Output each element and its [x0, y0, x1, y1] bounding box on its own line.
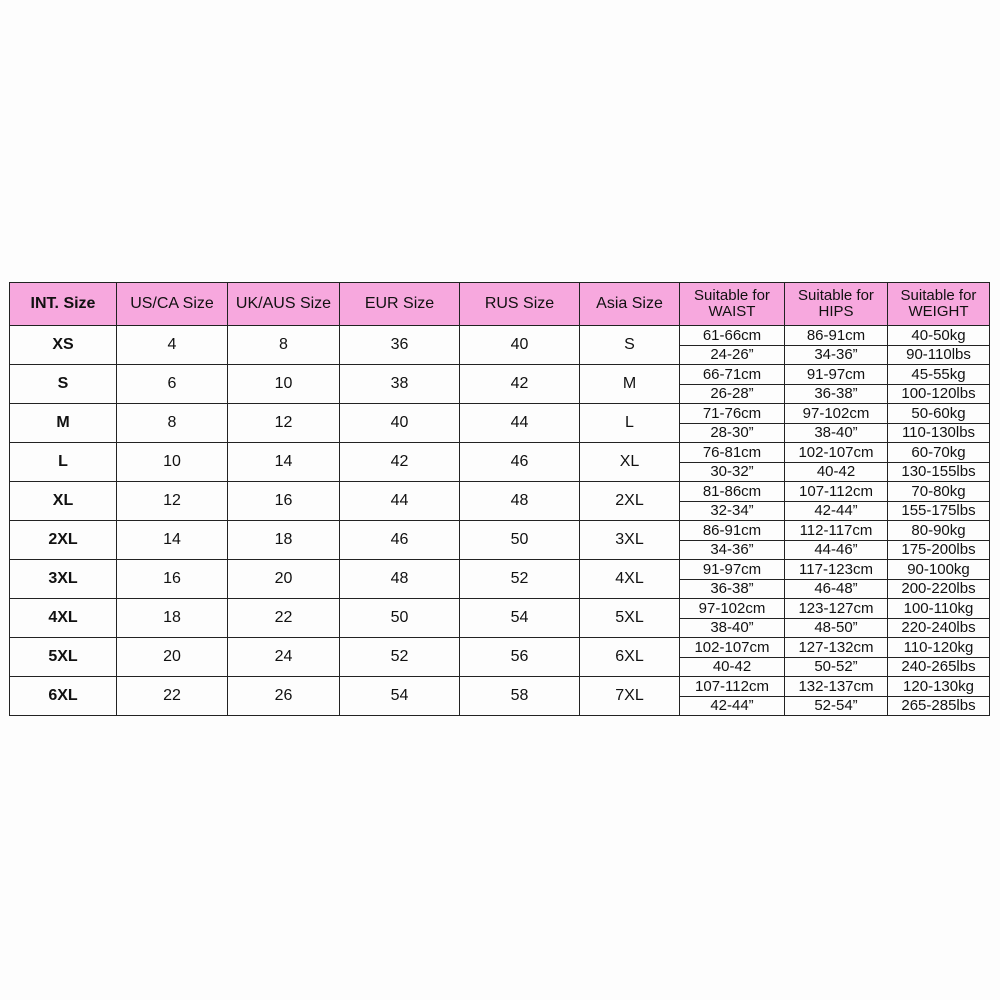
cell-eur-size: 50 — [340, 599, 460, 638]
cell-weight-imperial: 265-285lbs — [888, 696, 990, 716]
cell-hips-metric: 112-117cm — [785, 521, 888, 541]
cell-waist-imperial: 40-42 — [680, 657, 785, 677]
table-row — [10, 443, 990, 463]
table-row — [10, 482, 990, 502]
size-chart-table — [9, 282, 990, 716]
header-hips-line2: HIPS — [818, 303, 854, 320]
cell-hips-imperial: 36-38” — [785, 384, 888, 404]
cell-weight-metric: 100-110kg — [888, 599, 990, 619]
cell-waist-imperial: 32-34” — [680, 501, 785, 521]
cell-weight-imperial: 200-220lbs — [888, 579, 990, 599]
table-body — [10, 326, 990, 716]
cell-rus-size: 48 — [460, 482, 580, 521]
cell-waist-metric: 107-112cm — [680, 677, 785, 697]
cell-uk-aus-size: 22 — [228, 599, 340, 638]
cell-waist-imperial: 34-36” — [680, 540, 785, 560]
cell-rus-size: 46 — [460, 443, 580, 482]
cell-waist-metric: 86-91cm — [680, 521, 785, 541]
cell-rus-size: 58 — [460, 677, 580, 716]
cell-weight-imperial: 130-155lbs — [888, 462, 990, 482]
cell-uk-aus-size: 24 — [228, 638, 340, 677]
cell-weight-imperial: 90-110lbs — [888, 345, 990, 365]
cell-us-ca-size: 18 — [117, 599, 228, 638]
cell-hips-imperial: 50-52” — [785, 657, 888, 677]
cell-int-size: XL — [10, 482, 117, 521]
header-us-ca-size: US/CA Size — [117, 283, 228, 326]
cell-weight-metric: 40-50kg — [888, 326, 990, 346]
cell-eur-size: 36 — [340, 326, 460, 365]
header-weight — [888, 283, 990, 326]
cell-waist-imperial: 38-40” — [680, 618, 785, 638]
cell-weight-imperial: 240-265lbs — [888, 657, 990, 677]
header-hips-line1: Suitable for — [798, 287, 874, 304]
cell-uk-aus-size: 12 — [228, 404, 340, 443]
cell-weight-metric: 50-60kg — [888, 404, 990, 424]
header-row — [10, 283, 990, 326]
cell-hips-imperial: 46-48” — [785, 579, 888, 599]
cell-asia-size: 6XL — [580, 638, 680, 677]
cell-hips-metric: 86-91cm — [785, 326, 888, 346]
cell-rus-size: 54 — [460, 599, 580, 638]
cell-rus-size: 44 — [460, 404, 580, 443]
cell-asia-size: 7XL — [580, 677, 680, 716]
table-row — [10, 677, 990, 697]
header-hips — [785, 283, 888, 326]
cell-hips-metric: 91-97cm — [785, 365, 888, 385]
cell-rus-size: 40 — [460, 326, 580, 365]
header-weight-line2: WEIGHT — [908, 303, 969, 320]
cell-int-size: 2XL — [10, 521, 117, 560]
cell-weight-imperial: 110-130lbs — [888, 423, 990, 443]
cell-weight-imperial: 100-120lbs — [888, 384, 990, 404]
cell-waist-metric: 61-66cm — [680, 326, 785, 346]
cell-weight-metric: 70-80kg — [888, 482, 990, 502]
cell-uk-aus-size: 26 — [228, 677, 340, 716]
cell-hips-metric: 132-137cm — [785, 677, 888, 697]
cell-us-ca-size: 14 — [117, 521, 228, 560]
cell-uk-aus-size: 10 — [228, 365, 340, 404]
table-row — [10, 365, 990, 385]
cell-waist-metric: 71-76cm — [680, 404, 785, 424]
cell-weight-metric: 45-55kg — [888, 365, 990, 385]
cell-hips-metric: 107-112cm — [785, 482, 888, 502]
cell-int-size: 4XL — [10, 599, 117, 638]
cell-hips-imperial: 44-46” — [785, 540, 888, 560]
cell-us-ca-size: 20 — [117, 638, 228, 677]
cell-waist-metric: 76-81cm — [680, 443, 785, 463]
cell-eur-size: 54 — [340, 677, 460, 716]
cell-weight-metric: 90-100kg — [888, 560, 990, 580]
cell-us-ca-size: 4 — [117, 326, 228, 365]
cell-hips-imperial: 48-50” — [785, 618, 888, 638]
table-row — [10, 404, 990, 424]
header-rus-size: RUS Size — [460, 283, 580, 326]
cell-waist-imperial: 36-38” — [680, 579, 785, 599]
cell-rus-size: 56 — [460, 638, 580, 677]
cell-us-ca-size: 6 — [117, 365, 228, 404]
cell-eur-size: 52 — [340, 638, 460, 677]
cell-uk-aus-size: 8 — [228, 326, 340, 365]
cell-eur-size: 42 — [340, 443, 460, 482]
cell-asia-size: XL — [580, 443, 680, 482]
cell-weight-imperial: 175-200lbs — [888, 540, 990, 560]
header-eur-size: EUR Size — [340, 283, 460, 326]
cell-waist-imperial: 28-30” — [680, 423, 785, 443]
cell-int-size: L — [10, 443, 117, 482]
cell-waist-metric: 66-71cm — [680, 365, 785, 385]
cell-uk-aus-size: 14 — [228, 443, 340, 482]
table-row — [10, 521, 990, 541]
cell-waist-imperial: 26-28” — [680, 384, 785, 404]
cell-waist-imperial: 42-44” — [680, 696, 785, 716]
header-int-size: INT. Size — [10, 283, 117, 326]
cell-int-size: XS — [10, 326, 117, 365]
cell-hips-imperial: 42-44” — [785, 501, 888, 521]
cell-hips-imperial: 52-54” — [785, 696, 888, 716]
cell-asia-size: 2XL — [580, 482, 680, 521]
cell-hips-imperial: 38-40” — [785, 423, 888, 443]
cell-int-size: 5XL — [10, 638, 117, 677]
cell-weight-imperial: 220-240lbs — [888, 618, 990, 638]
header-uk-aus-size: UK/AUS Size — [228, 283, 340, 326]
cell-rus-size: 52 — [460, 560, 580, 599]
cell-hips-metric: 127-132cm — [785, 638, 888, 658]
cell-asia-size: 4XL — [580, 560, 680, 599]
header-asia-size: Asia Size — [580, 283, 680, 326]
table-row — [10, 638, 990, 658]
cell-us-ca-size: 16 — [117, 560, 228, 599]
header-waist-line2: WAIST — [708, 303, 756, 320]
cell-us-ca-size: 12 — [117, 482, 228, 521]
cell-waist-metric: 97-102cm — [680, 599, 785, 619]
header-waist-line1: Suitable for — [694, 287, 770, 304]
cell-asia-size: M — [580, 365, 680, 404]
cell-hips-metric: 123-127cm — [785, 599, 888, 619]
cell-waist-imperial: 30-32” — [680, 462, 785, 482]
cell-uk-aus-size: 16 — [228, 482, 340, 521]
cell-hips-metric: 97-102cm — [785, 404, 888, 424]
table-row — [10, 326, 990, 346]
header-weight-line1: Suitable for — [900, 287, 977, 304]
cell-eur-size: 44 — [340, 482, 460, 521]
cell-eur-size: 48 — [340, 560, 460, 599]
cell-us-ca-size: 8 — [117, 404, 228, 443]
cell-weight-metric: 80-90kg — [888, 521, 990, 541]
cell-waist-metric: 102-107cm — [680, 638, 785, 658]
cell-waist-imperial: 24-26” — [680, 345, 785, 365]
cell-eur-size: 40 — [340, 404, 460, 443]
cell-int-size: S — [10, 365, 117, 404]
cell-asia-size: S — [580, 326, 680, 365]
cell-waist-metric: 91-97cm — [680, 560, 785, 580]
cell-us-ca-size: 10 — [117, 443, 228, 482]
cell-hips-imperial: 34-36” — [785, 345, 888, 365]
cell-int-size: M — [10, 404, 117, 443]
header-waist — [680, 283, 785, 326]
cell-uk-aus-size: 18 — [228, 521, 340, 560]
cell-weight-metric: 120-130kg — [888, 677, 990, 697]
table-row — [10, 560, 990, 580]
cell-asia-size: 5XL — [580, 599, 680, 638]
cell-rus-size: 42 — [460, 365, 580, 404]
cell-int-size: 3XL — [10, 560, 117, 599]
cell-waist-metric: 81-86cm — [680, 482, 785, 502]
cell-asia-size: L — [580, 404, 680, 443]
cell-weight-metric: 60-70kg — [888, 443, 990, 463]
cell-hips-metric: 117-123cm — [785, 560, 888, 580]
cell-uk-aus-size: 20 — [228, 560, 340, 599]
cell-eur-size: 46 — [340, 521, 460, 560]
cell-int-size: 6XL — [10, 677, 117, 716]
cell-eur-size: 38 — [340, 365, 460, 404]
cell-us-ca-size: 22 — [117, 677, 228, 716]
cell-hips-metric: 102-107cm — [785, 443, 888, 463]
table-header — [10, 283, 990, 326]
cell-hips-imperial: 40-42 — [785, 462, 888, 482]
cell-rus-size: 50 — [460, 521, 580, 560]
cell-weight-metric: 110-120kg — [888, 638, 990, 658]
cell-asia-size: 3XL — [580, 521, 680, 560]
cell-weight-imperial: 155-175lbs — [888, 501, 990, 521]
table-row — [10, 599, 990, 619]
